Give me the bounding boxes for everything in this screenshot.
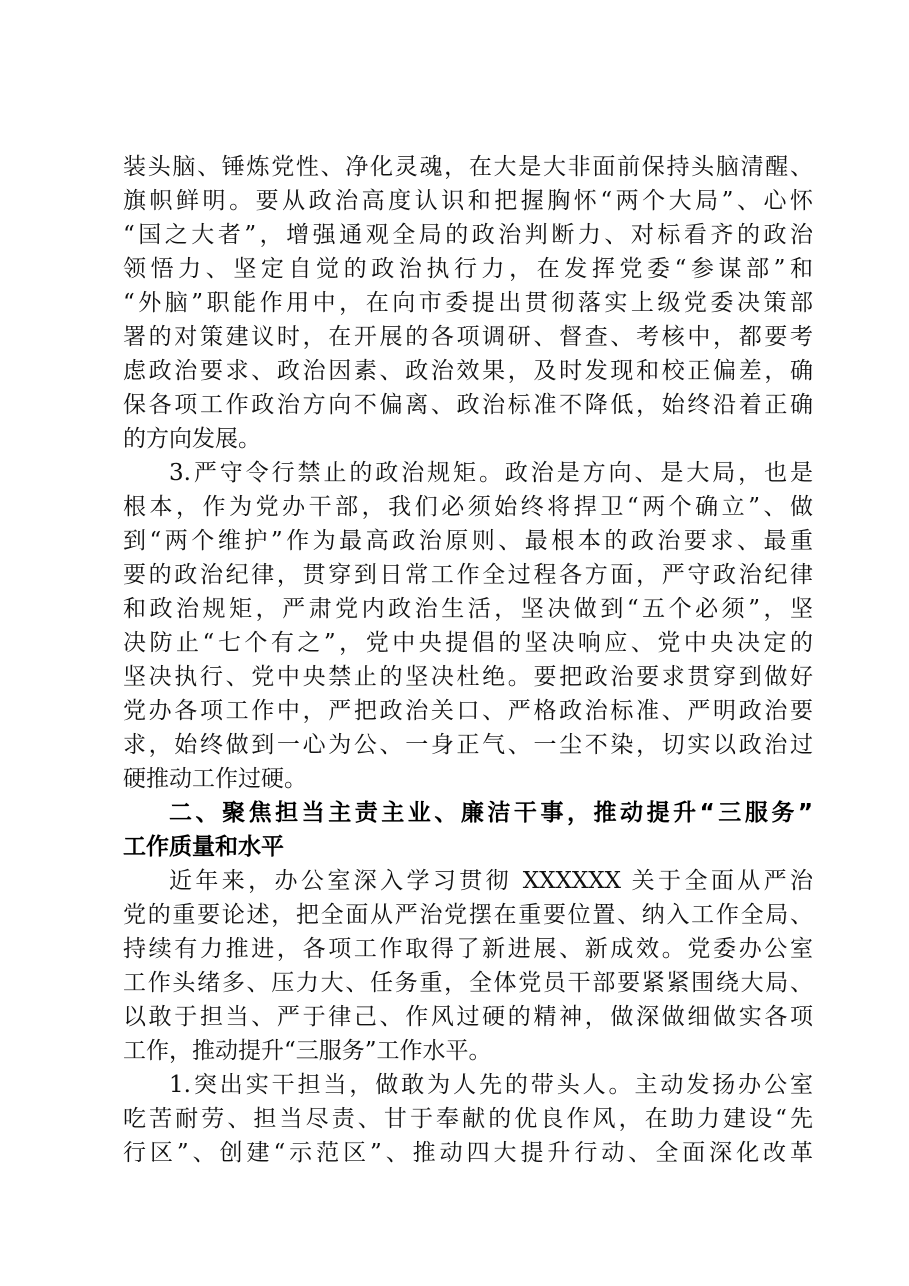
text-line: 3.严守令行禁止的政治规矩。政治是方向、是大局，也是 [169,460,813,486]
heading-line: 工作质量和水平 [123,834,284,860]
text-line: 决防止“七个有之”，党中央提倡的坚决响应、党中央决定的 [123,630,813,656]
text-line: 以敢于担当、严于律己、作风过硬的精神，做深做细做实各项 [123,1004,813,1030]
paragraph-political-awareness-continued [123,150,813,456]
section-heading-two [123,796,813,864]
text-line: 1.突出实干担当，做敢为人先的带头人。主动发扬办公室 [169,1072,813,1098]
paragraph-overview [123,864,813,1068]
text-line: 近年来，办公室深入学习贯彻 XXXXXX 关于全面从严治 [169,868,813,894]
text-line: 署的对策建议时，在开展的各项调研、督查、考核中，都要考 [123,324,813,350]
text-line: 工作头绪多、压力大、任务重，全体党员干部要紧紧围绕大局、 [123,970,813,996]
text-line: 虑政治要求、政治因素、政治效果，及时发现和校正偏差，确 [123,358,813,384]
text-line: 根本，作为党办干部，我们必须始终将捍卫“两个确立”、做 [123,494,813,520]
text-line: 装头脑、锤炼党性、净化灵魂，在大是大非面前保持头脑清醒、 [123,154,813,180]
text-line: 求，始终做到一心为公、一身正气、一尘不染，切实以政治过 [123,732,813,758]
text-line: 要的政治纪律，贯穿到日常工作全过程各方面，严守政治纪律 [123,562,813,588]
text-line: 的方向发展。 [123,426,261,452]
text-line: 领悟力、坚定自觉的政治执行力，在发挥党委“参谋部”和 [123,256,813,282]
text-line: 到“两个维护”作为最高政治原则、最根本的政治要求、最重 [123,528,813,554]
text-line: 党办各项工作中，严把政治关口、严格政治标准、严明政治要 [123,698,813,724]
text-line: 和政治规矩，严肃党内政治生活，坚决做到“五个必须”，坚 [123,596,813,622]
text-line: 硬推动工作过硬。 [123,766,307,792]
text-line: 旗帜鲜明。要从政治高度认识和把握胸怀“两个大局”、心怀 [123,188,813,214]
text-line: 坚决执行、党中央禁止的坚决杜绝。要把政治要求贯穿到做好 [123,664,813,690]
document-body [123,150,813,1170]
text-line: “外脑”职能作用中，在向市委提出贯彻落实上级党委决策部 [123,290,813,316]
paragraph-practical-responsibility [123,1068,813,1170]
text-line: “国之大者”，增强通观全局的政治判断力、对标看齐的政治 [123,222,813,248]
text-line: 工作，推动提升“三服务”工作水平。 [123,1038,492,1064]
text-line: 持续有力推进，各项工作取得了新进展、新成效。党委办公室 [123,936,813,962]
paragraph-political-rules [123,456,813,796]
text-line: 党的重要论述，把全面从严治党摆在重要位置、纳入工作全局、 [123,902,813,928]
text-line: 保各项工作政治方向不偏离、政治标准不降低，始终沿着正确 [123,392,813,418]
text-line: 吃苦耐劳、担当尽责、甘于奉献的优良作风，在助力建设“先 [123,1106,813,1132]
text-line: 行区”、创建“示范区”、推动四大提升行动、全面深化改革 [123,1140,813,1166]
heading-line: 二、聚焦担当主责主业、廉洁干事，推动提升“三服务” [169,800,813,826]
